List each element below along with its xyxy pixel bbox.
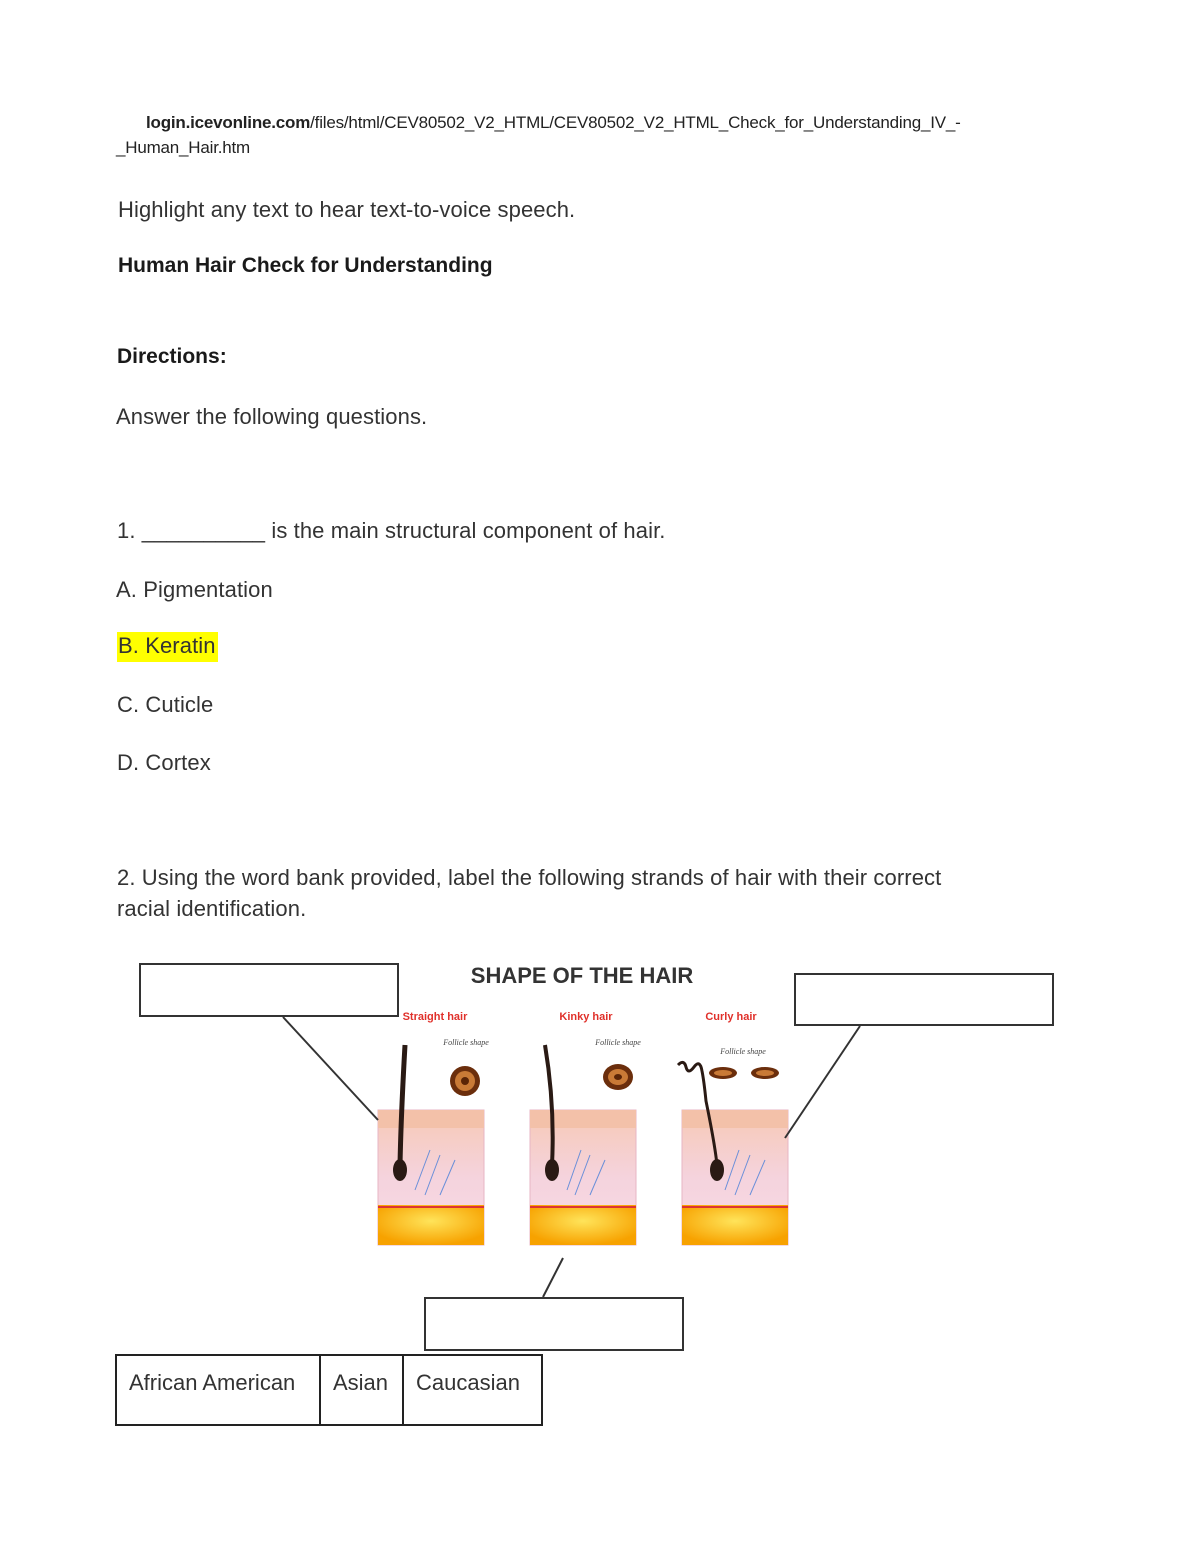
label-straight-hair: Straight hair	[402, 1011, 468, 1023]
answer-box-kinky[interactable]	[424, 1297, 684, 1351]
directions-heading: Directions:	[117, 345, 227, 368]
q1-option-d: D. Cortex	[117, 750, 211, 775]
word-bank-asian: Asian	[320, 1355, 403, 1425]
url-path: /files/html/CEV80502_V2_HTML/CEV80502_V2_HTML_Check_for_Understanding_IV_-_Human_Hair.htm	[116, 113, 961, 157]
question-2-line-2: racial identification.	[117, 896, 307, 921]
answer-box-straight[interactable]	[139, 963, 399, 1017]
word-bank-table	[115, 1354, 543, 1426]
q1-option-b-highlighted: B. Keratin	[117, 632, 218, 662]
question-1-stem: 1. __________ is the main structural component of hair.	[117, 518, 666, 543]
tts-instruction: Highlight any text to hear text-to-voice speech.	[118, 197, 576, 222]
follicle-label-2: Follicle shape	[595, 1038, 641, 1047]
page-title: Human Hair Check for Understanding	[118, 254, 493, 277]
connector-line-right	[785, 1026, 860, 1138]
connector-line-left	[283, 1017, 378, 1120]
label-curly-hair: Curly hair	[705, 1011, 757, 1023]
connector-line-bottom	[543, 1258, 563, 1297]
word-bank-row	[116, 1355, 542, 1425]
answer-box-curly[interactable]	[794, 973, 1054, 1026]
follicle-label-1: Follicle shape	[443, 1038, 489, 1047]
q1-option-a: A. Pigmentation	[116, 577, 273, 602]
q1-option-c: C. Cuticle	[117, 692, 214, 717]
follicle-label-3: Follicle shape	[720, 1047, 766, 1056]
directions-text: Answer the following questions.	[116, 404, 428, 429]
question-2-line-1: 2. Using the word bank provided, label the following strands of hair with their correct	[117, 865, 942, 890]
word-bank-african-american: African American	[116, 1355, 320, 1425]
figure-title: SHAPE OF THE HAIR	[470, 963, 694, 988]
word-bank-caucasian: Caucasian	[403, 1355, 542, 1425]
label-kinky-hair: Kinky hair	[559, 1011, 613, 1023]
url-domain: login.icevonline.com	[146, 113, 311, 132]
